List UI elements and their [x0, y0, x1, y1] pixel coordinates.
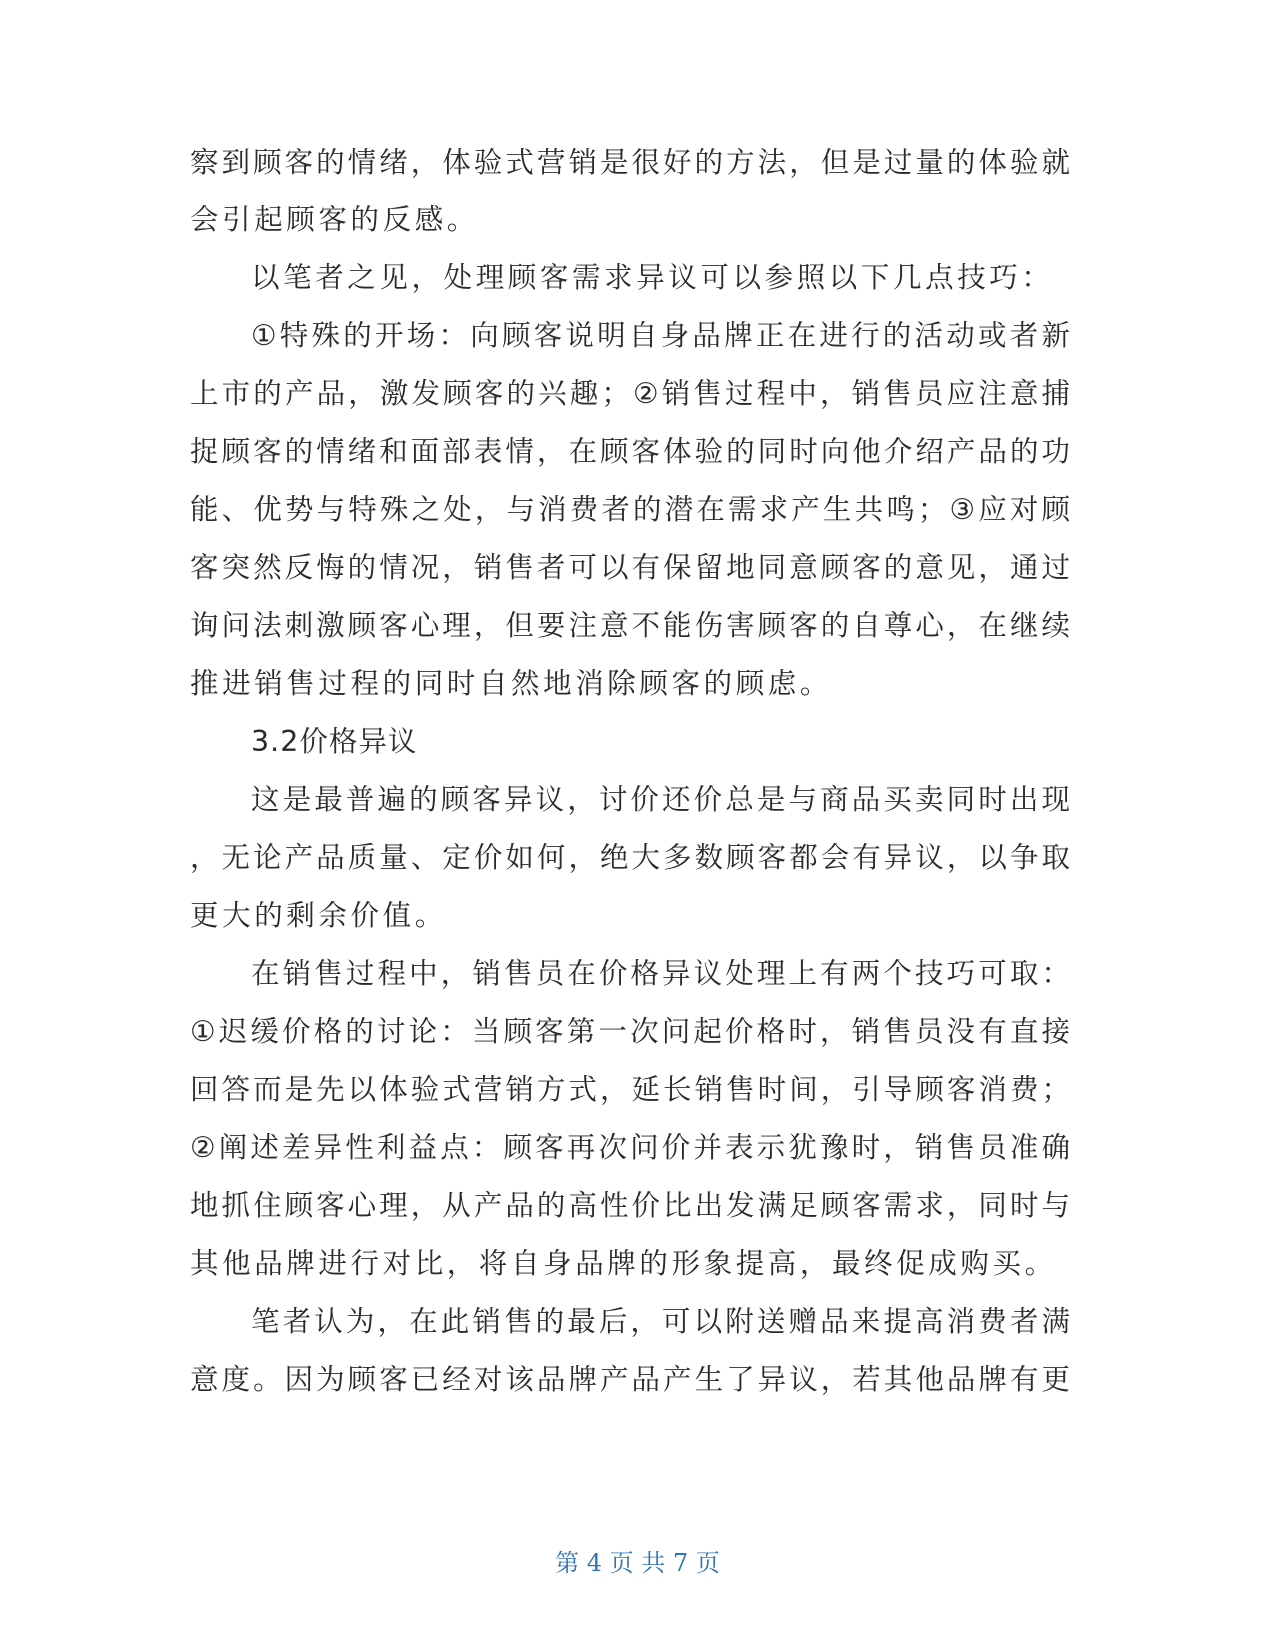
- body-line: 这是最普遍的顾客异议，讨价还价总是与商品买卖同时出现: [251, 783, 1070, 816]
- section-heading: 3.2价格异议: [251, 725, 418, 758]
- body-line: 在销售过程中，销售员在价格异议处理上有两个技巧可取：: [251, 957, 1070, 990]
- body-line: 回答而是先以体验式营销方式，延长销售时间，引导顾客消费；: [190, 1073, 1070, 1106]
- body-line: 以笔者之见，处理顾客需求异议可以参照以下几点技巧：: [251, 261, 1054, 294]
- body-line: ②阐述差异性利益点：顾客再次问价并表示犹豫时，销售员准确: [190, 1131, 1070, 1164]
- body-line: ①特殊的开场：向顾客说明自身品牌正在进行的活动或者新: [251, 319, 1070, 352]
- body-line: 会引起顾客的反感。: [190, 203, 479, 236]
- body-line: ①迟缓价格的讨论：当顾客第一次问起价格时，销售员没有直接: [190, 1015, 1070, 1048]
- body-line: 其他品牌进行对比，将自身品牌的形象提高，最终促成购买。: [190, 1247, 1057, 1280]
- body-line: 客突然反悔的情况，销售者可以有保留地同意顾客的意见，通过: [190, 551, 1070, 584]
- body-line: 地抓住顾客心理，从产品的高性价比出发满足顾客需求，同时与: [190, 1189, 1070, 1222]
- body-line: 询问法刺激顾客心理，但要注意不能伤害顾客的自尊心，在继续: [190, 609, 1070, 642]
- body-line: 察到顾客的情绪，体验式营销是很好的方法，但是过量的体验就: [190, 146, 1070, 179]
- body-line: 上市的产品，激发顾客的兴趣；②销售过程中，销售员应注意捕: [190, 377, 1070, 410]
- body-line: 笔者认为，在此销售的最后，可以附送赠品来提高消费者满: [251, 1305, 1070, 1338]
- body-line: 意度。因为顾客已经对该品牌产品产生了异议，若其他品牌有更: [190, 1363, 1070, 1396]
- page-number-footer: 第 4 页 共 7 页: [555, 1549, 720, 1577]
- body-line: 推进销售过程的同时自然地消除顾客的顾虑。: [190, 667, 833, 700]
- body-line: 更大的剩余价值。: [190, 899, 447, 932]
- body-line: 捉顾客的情绪和面部表情，在顾客体验的同时向他介绍产品的功: [190, 435, 1070, 468]
- body-line: ，无论产品质量、定价如何，绝大多数顾客都会有异议，以争取: [190, 841, 1070, 874]
- body-line: 能、优势与特殊之处，与消费者的潜在需求产生共鸣；③应对顾: [190, 493, 1070, 526]
